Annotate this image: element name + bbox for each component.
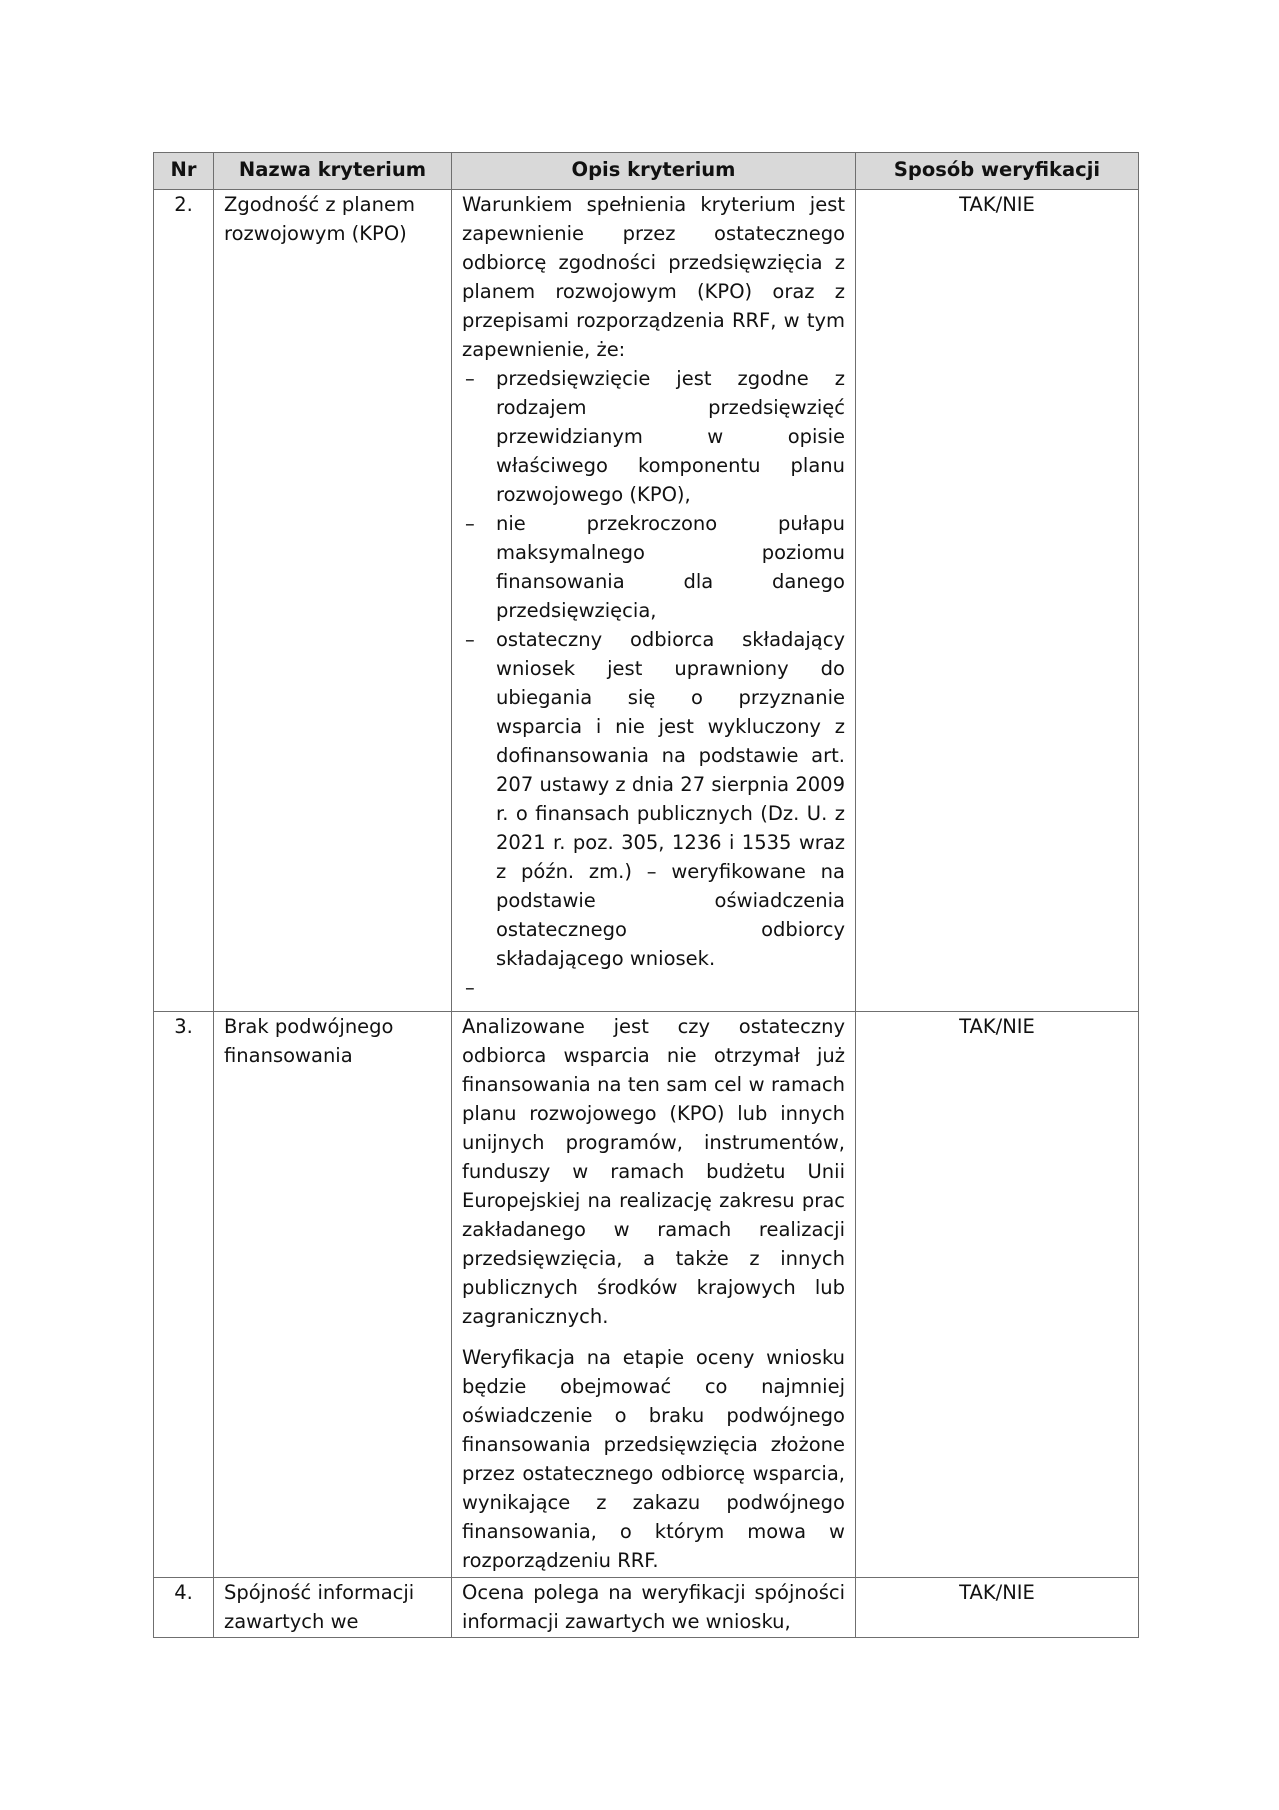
criterion-description	[452, 1578, 856, 1638]
row-number: 3.	[154, 1012, 214, 1578]
description-bullet-list	[462, 364, 845, 1002]
table-row	[154, 1012, 1139, 1578]
list-item	[462, 625, 845, 973]
verification-method: TAK/NIE	[856, 190, 1139, 1012]
row-number: 4.	[154, 1578, 214, 1638]
criterion-name: Brak podwójnego finansowania	[214, 1012, 452, 1578]
dash-bullet-icon: –	[465, 628, 475, 651]
dash-bullet-icon: –	[465, 512, 475, 535]
description-intro: Warunkiem spełnienia kryterium jest zapewnienie przez ostatecznego odbiorcę zgodności przedsięwzięcia z planem rozwojowym (KPO) oraz z przepisami rozporządzenia RRF, w tym zapewnienie, że:	[462, 193, 845, 361]
header-description: Opis kryterium	[452, 153, 856, 190]
bullet-text: przedsięwzięcie jest zgodne z rodzajem przedsięwzięć przewidzianym w opisie właściwego komponentu planu rozwojowego (KPO),	[496, 367, 845, 506]
header-method: Sposób weryfikacji	[856, 153, 1139, 190]
row-number: 2.	[154, 190, 214, 1012]
criterion-name: Zgodność z planem rozwojowym (KPO)	[214, 190, 452, 1012]
table-header-row	[154, 153, 1139, 190]
verification-method: TAK/NIE	[856, 1578, 1139, 1638]
description-paragraph: Ocena polega na weryfikacji spójności informacji zawartych we wniosku,	[462, 1581, 845, 1633]
table-row	[154, 190, 1139, 1012]
list-item	[462, 509, 845, 625]
table-row	[154, 1578, 1139, 1638]
description-paragraph: Analizowane jest czy ostateczny odbiorca wsparcia nie otrzymał już finansowania na ten sam cel w ramach planu rozwojowego (KPO) lub innych unijnych programów, instrumentów, funduszy w ramach budżetu Unii Europejskiej na realizację zakresu prac zakładanego w ramach realizacji przedsięwzięcia, a także z innych publicznych środków krajowych lub zagranicznych.	[462, 1015, 845, 1328]
criteria-table	[153, 152, 1139, 1638]
dash-bullet-icon: –	[465, 367, 475, 390]
verification-method: TAK/NIE	[856, 1012, 1139, 1578]
list-item	[462, 364, 845, 509]
dash-bullet-icon: –	[465, 976, 475, 999]
bullet-text: nie przekroczono pułapu maksymalnego poziomu finansowania dla danego przedsięwzięcia,	[496, 512, 845, 622]
criterion-description	[452, 190, 856, 1012]
list-item-empty	[462, 973, 845, 1002]
criterion-description	[452, 1012, 856, 1578]
header-name: Nazwa kryterium	[214, 153, 452, 190]
description-paragraph: Weryfikacja na etapie oceny wniosku będzie obejmować co najmniej oświadczenie o braku podwójnego finansowania przedsięwzięcia złożone przez ostatecznego odbiorcę wsparcia, wynikające z zakazu podwójnego finansowania, o którym mowa w rozporządzeniu RRF.	[462, 1346, 845, 1572]
criterion-name: Spójność informacji zawartych we	[214, 1578, 452, 1638]
header-nr: Nr	[154, 153, 214, 190]
bullet-text: ostateczny odbiorca składający wniosek jest uprawniony do ubiegania się o przyznanie wsparcia i nie jest wykluczony z dofinansowania na podstawie art. 207 ustawy z dnia 27 sierpnia 2009 r. o finansach publicznych (Dz. U. z 2021 r. poz. 305, 1236 i 1535 wraz z późn. zm.) – weryfikowane na podstawie oświadczenia ostatecznego odbiorcy składającego wniosek.	[496, 628, 845, 970]
